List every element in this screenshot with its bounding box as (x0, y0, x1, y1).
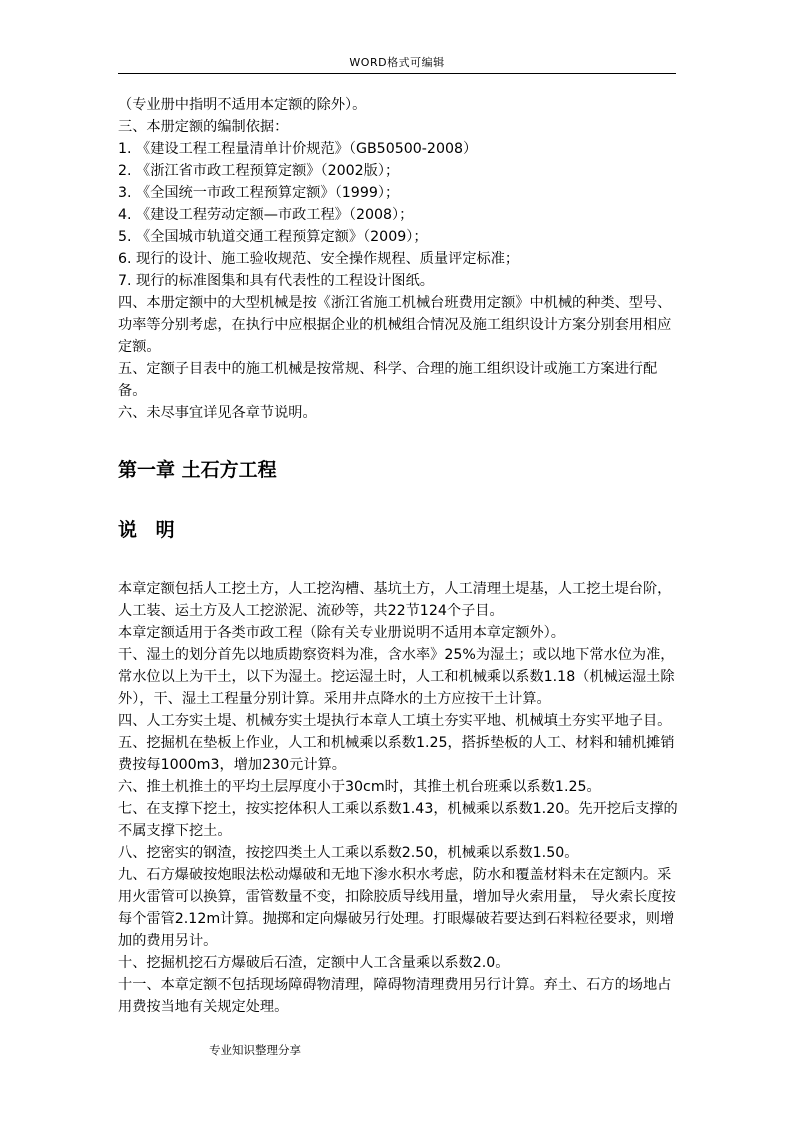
paragraph: 本章定额包括人工挖土方，人工挖沟槽、基坑土方，人工清理土堤基，人工挖土堤台阶，人工装、运土方及人工挖淤泥、流砂等，共22节124个子目。 (118, 581, 672, 619)
header-rule (118, 73, 676, 74)
paragraph: 十一、本章定额不包括现场障碍物清理，障碍物清理费用另行计算。弃土、石方的场地占用费按当地有关规定处理。 (118, 977, 672, 1015)
paragraph: 四、本册定额中的大型机械是按《浙江省施工机械台班费用定额》中机械的种类、型号、功率等分别考虑，在执行中应根据企业的机械组合情况及施工组织设计方案分别套用相应定额。 (118, 295, 672, 355)
list-item: 6. 现行的设计、施工验收规范、安全操作规程、质量评定标准； (118, 251, 520, 267)
list-item: 3. 《全国统一市政工程预算定额》（1999）； (118, 185, 400, 201)
list-item: 4. 《建设工程劳动定额—市政工程》（2008）； (118, 207, 414, 223)
list-item: 2. 《浙江省市政工程预算定额》（2002版）； (118, 163, 400, 179)
paragraph: 干、湿土的划分首先以地质勘察资料为准，含水率》25%为湿土；或以地下常水位为准，常水位以上为干土，以下为湿土。挖运湿土时，人工和机械乘以系数1.18（机械运湿土除外），干、湿土工程量分别计算。采用井点降水的土方应按干土计算。 (118, 647, 675, 707)
page-header: WORD格式可编辑 (349, 56, 445, 69)
paragraph: （专业册中指明不适用本定额的除外）。 (118, 97, 367, 113)
paragraph: 四、人工夯实土堤、机械夯实土堤执行本章人工填土夯实平地、机械填土夯实平地子目。 (118, 713, 672, 729)
paragraph: 六、推土机推土的平均土层厚度小于30cm时，其推土机台班乘以系数1.25。 (118, 779, 601, 795)
page-footer: 专业知识整理分享 (209, 1043, 301, 1057)
explanation-section (118, 578, 678, 1018)
paragraph: 五、挖掘机在垫板上作业，人工和机械乘以系数1.25，搭拆垫板的人工、材料和辅机摊销费按每1000m3，增加230元计算。 (118, 735, 675, 773)
paragraph: 十、挖掘机挖石方爆破后石渣，定额中人工含量乘以系数2.0。 (118, 955, 510, 971)
paragraph: 六、未尽事宜详见各章节说明。 (118, 405, 317, 421)
paragraph: 九、石方爆破按炮眼法松动爆破和无地下渗水积水考虑，防水和覆盖材料未在定额内。采用火雷管可以换算，雷管数量不变，扣除胶质导线用量，增加导火索用量， 导火索长度按每个雷管2.12m计算。抛掷和定向爆破另行处理。打眼爆破若要达到石料粒径要求，则增加的费用另计。 (118, 867, 676, 949)
list-item: 5. 《全国城市轨道交通工程预算定额》（2009）； (118, 229, 428, 245)
paragraph: 五、定额子目表中的施工机械是按常规、科学、合理的施工组织设计或施工方案进行配备。 (118, 361, 658, 399)
list-item: 7. 现行的标准图集和具有代表性的工程设计图纸。 (118, 273, 434, 289)
intro-section (118, 94, 678, 424)
list-item: 1. 《建设工程工程量清单计价规范》（GB50500-2008） (118, 141, 478, 157)
paragraph: 七、在支撑下挖土，按实挖体积人工乘以系数1.43，机械乘以系数1.20。先开挖后支撑的不属支撑下挖土。 (118, 801, 678, 839)
chapter-title: 第一章 土石方工程 (118, 459, 277, 481)
document-body (118, 94, 678, 1018)
paragraph: 本章定额适用于各类市政工程（除有关专业册说明不适用本章定额外）。 (118, 625, 565, 641)
section-title: 说 明 (118, 519, 181, 541)
paragraph: 三、本册定额的编制依据： (118, 119, 289, 135)
paragraph: 八、挖密实的钢渣，按挖四类土人工乘以系数2.50，机械乘以系数1.50。 (118, 845, 579, 861)
